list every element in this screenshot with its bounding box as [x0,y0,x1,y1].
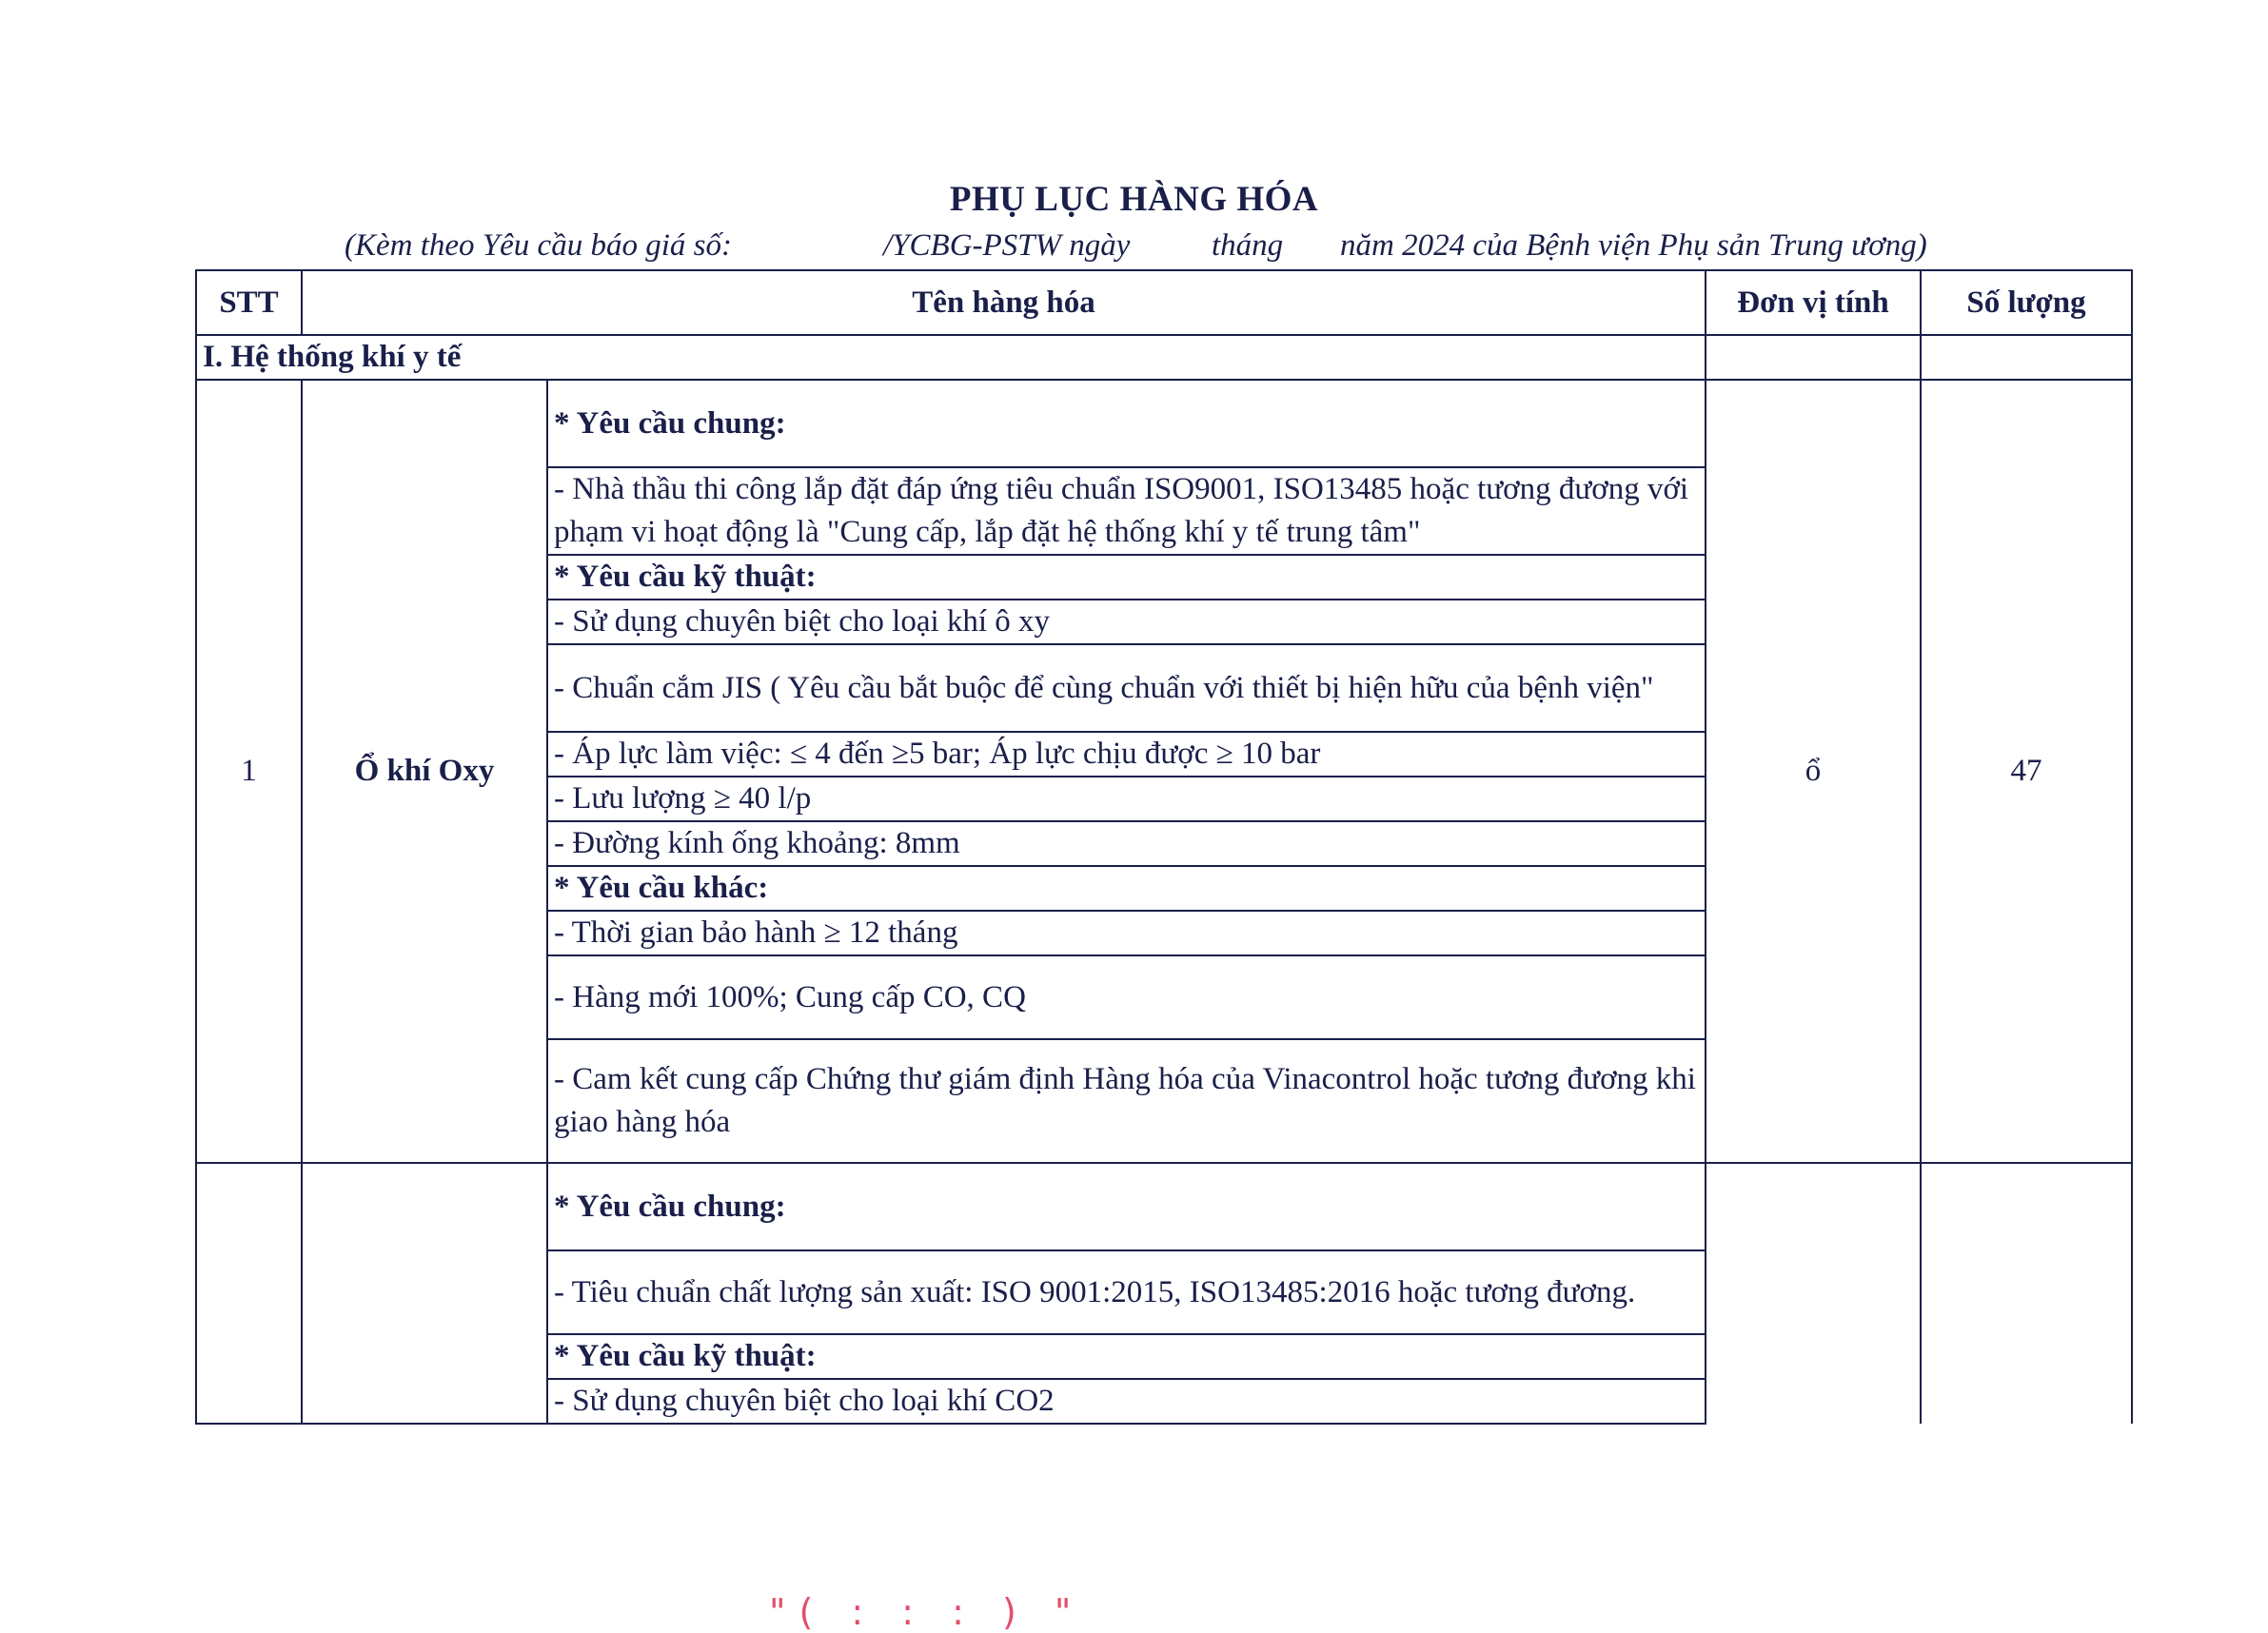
subtitle-part-2: /YCBG-PSTW ngày [883,228,1131,263]
requirement-line: - Sử dụng chuyên biệt cho loại khí CO2 [547,1379,1706,1424]
item-stt [196,1163,302,1424]
table-row [196,1163,2132,1250]
requirement-line: - Thời gian bảo hành ≥ 12 tháng [547,911,1706,955]
subtitle-part-4: năm 2024 của Bệnh viện Phụ sản Trung ương) [1340,228,1927,263]
stamp-fragment: "( : : : ) " [769,1591,1085,1633]
section-row [196,335,2132,380]
header-qty: Số lượng [1921,270,2132,335]
section-unit-empty [1706,335,1921,380]
item-stt: 1 [196,380,302,1163]
requirement-heading: * Yêu cầu kỹ thuật: [547,1334,1706,1379]
item-name: Ổ khí Oxy [302,380,547,1163]
table-header-row [196,270,2132,335]
goods-table [195,269,2133,1425]
requirement-heading: * Yêu cầu kỹ thuật: [547,555,1706,600]
item-unit [1706,1163,1921,1424]
item-unit: ổ [1706,380,1921,1163]
requirement-heading: * Yêu cầu chung: [547,380,1706,467]
requirement-line: - Hàng mới 100%; Cung cấp CO, CQ [547,955,1706,1039]
item-qty: 47 [1921,380,2132,1163]
item-name [302,1163,547,1424]
page-title: PHỤ LỤC HÀNG HÓA [949,180,1319,219]
requirement-heading: * Yêu cầu chung: [547,1163,1706,1250]
requirement-line: - Cam kết cung cấp Chứng thư giám định Hàng hóa của Vinacontrol hoặc tương đương khi giao hàng hóa [547,1039,1706,1163]
subtitle-part-3: tháng [1212,228,1284,263]
header-name: Tên hàng hóa [302,270,1706,335]
requirement-heading: * Yêu cầu khác: [547,866,1706,911]
header-stt: STT [196,270,302,335]
requirement-line: - Chuẩn cắm JIS ( Yêu cầu bắt buộc để cùng chuẩn với thiết bị hiện hữu của bệnh viện" [547,644,1706,732]
header-unit: Đơn vị tính [1706,270,1921,335]
requirement-line: - Tiêu chuẩn chất lượng sản xuất: ISO 9001:2015, ISO13485:2016 hoặc tương đương. [547,1250,1706,1334]
requirement-line: - Nhà thầu thi công lắp đặt đáp ứng tiêu chuẩn ISO9001, ISO13485 hoặc tương đương với phạm vi hoạt động là "Cung cấp, lắp đặt hệ thống khí y tế trung tâm" [547,467,1706,555]
section-title: I. Hệ thống khí y tế [196,335,1706,380]
item-qty [1921,1163,2132,1424]
requirement-line: - Đường kính ống khoảng: 8mm [547,821,1706,866]
subtitle-part-1: (Kèm theo Yêu cầu báo giá số: [345,228,732,263]
section-qty-empty [1921,335,2132,380]
table-row [196,380,2132,467]
requirement-line: - Áp lực làm việc: ≤ 4 đến ≥5 bar; Áp lực chịu được ≥ 10 bar [547,732,1706,777]
requirement-line: - Lưu lượng ≥ 40 l/p [547,777,1706,821]
requirement-line: - Sử dụng chuyên biệt cho loại khí ô xy [547,600,1706,644]
